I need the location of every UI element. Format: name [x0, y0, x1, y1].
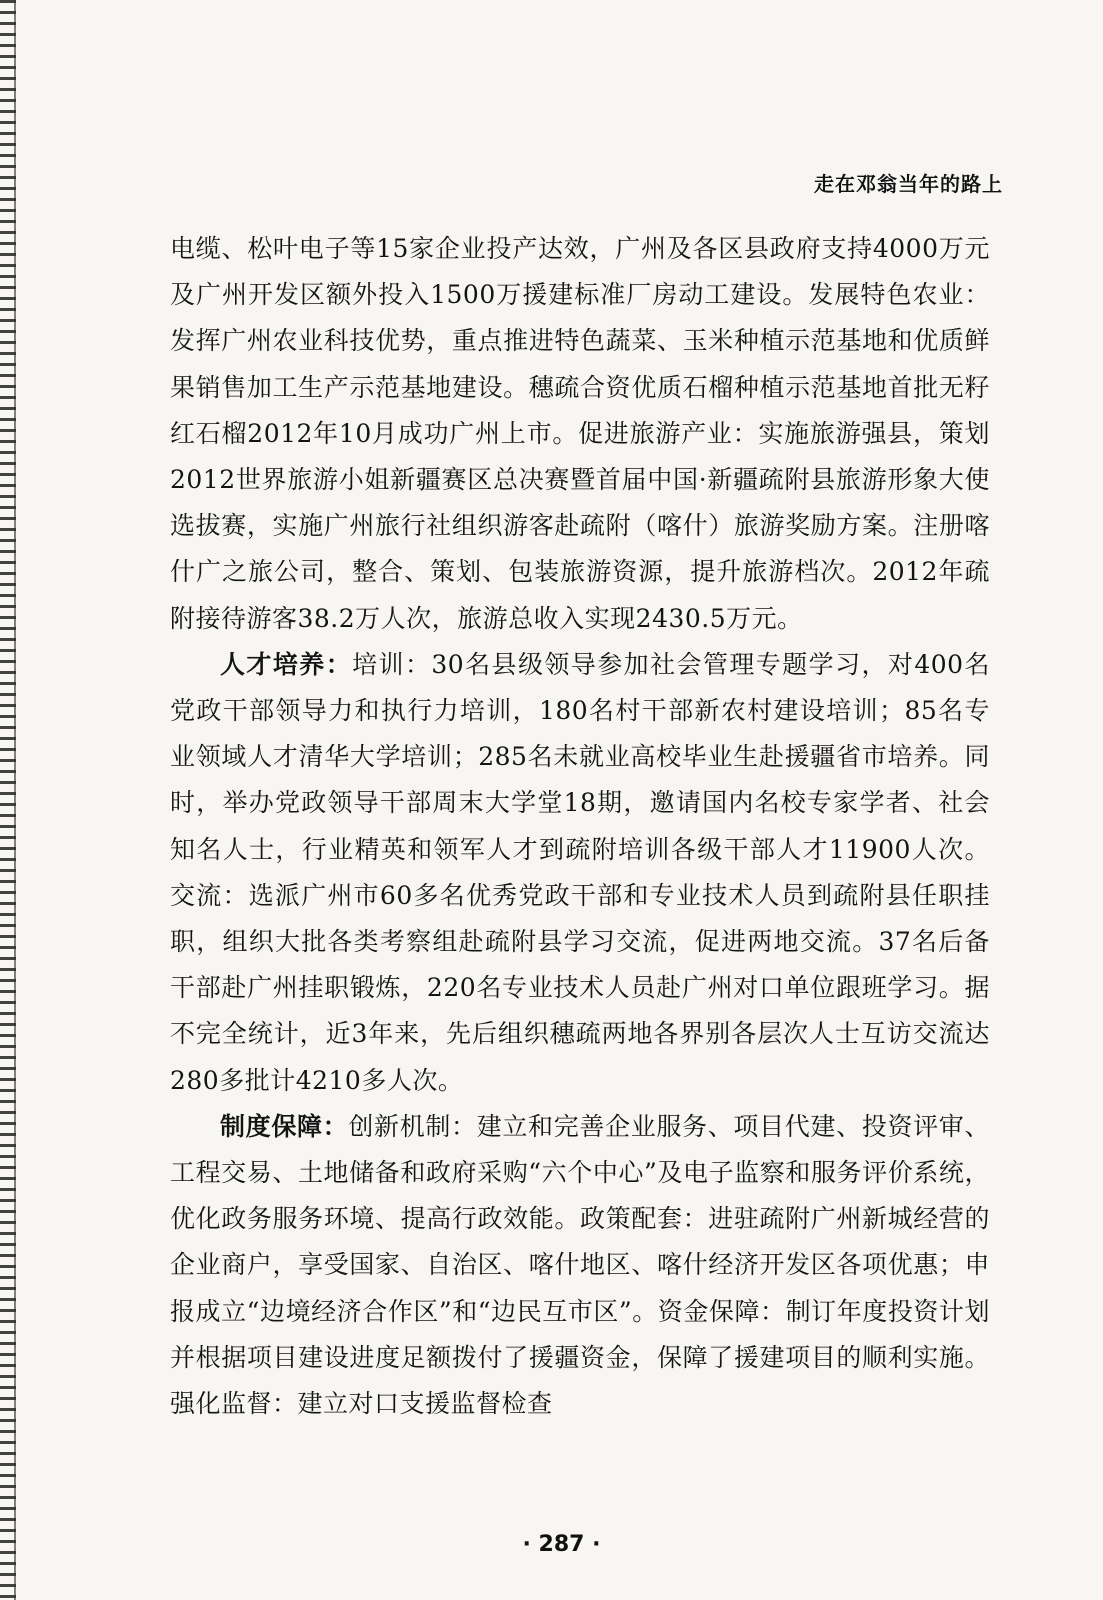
body-text: [170, 226, 990, 1427]
paragraph-text: 电缆、松叶电子等15家企业投产达效，广州及各区县政府支持4000万元及广州开发区额外投入1500万援建标准厂房动工建设。发展特色农业：发挥广州农业科技优势，重点推进特色蔬菜、玉米种植示范基地和优质鲜果销售加工生产示范基地建设。穗疏合资优质石榴种植示范基地首批无籽红石榴2012年10月成功广州上市。促进旅游产业：实施旅游强县，策划2012世界旅游小姐新疆赛区总决赛暨首届中国·新疆疏附县旅游形象大使选拔赛，实施广州旅行社组织游客赴疏附（喀什）旅游奖励方案。注册喀什广之旅公司，整合、策划、包装旅游资源，提升旅游档次。2012年疏附接待游客38.2万人次，旅游总收入实现2430.5万元。: [170, 234, 990, 633]
running-header: 走在邓翁当年的路上: [814, 172, 1003, 196]
paragraph-text: 培训：30名县级领导参加社会管理专题学习，对400名党政干部领导力和执行力培训，180名村干部新农村建设培训；85名专业领域人才清华大学培训；285名未就业高校毕业生赴援疆省市培养。同时，举办党政领导干部周末大学堂18期，邀请国内名校专家学者、社会知名人士，行业精英和领军人才到疏附培训各级干部人才11900人次。交流：选派广州市60多名优秀党政干部和专业技术人员到疏附县任职挂职，组织大批各类考察组赴疏附县学习交流，促进两地交流。37名后备干部赴广州挂职锻炼，220名专业技术人员赴广州对口单位跟班学习。据不完全统计，近3年来，先后组织穗疏两地各界别各层次人士互访交流达280多批计4210多人次。: [170, 649, 990, 1095]
page-binding-line: [14, 0, 16, 1600]
paragraph-lead-heading: 制度保障：: [220, 1111, 349, 1141]
paragraph-text: 创新机制：建立和完善企业服务、项目代建、投资评审、工程交易、土地储备和政府采购“六个中心”及电子监察和服务评价系统，优化政务服务环境、提高行政效能。政策配套：进驻疏附广州新城经营的企业商户，享受国家、自治区、喀什地区、喀什经济开发区各项优惠；申报成立“边境经济合作区”和“边民互市区”。资金保障：制订年度投资计划并根据项目建设进度足额拨付了援疆资金，保障了援建项目的顺利实施。强化监督：建立对口支援监督检查: [170, 1111, 990, 1419]
paragraph-lead-heading: 人才培养：: [220, 649, 353, 679]
paragraph-system-guarantee: [170, 1104, 990, 1427]
paragraph-talent-training: [170, 642, 990, 1104]
paragraph-continuation: [170, 226, 990, 642]
page-number: · 287 ·: [522, 1532, 601, 1557]
